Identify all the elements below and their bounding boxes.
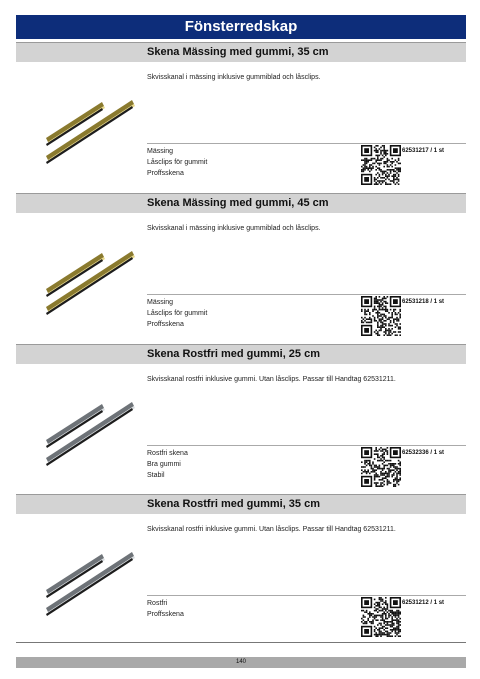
feature-item: Proffsskena	[147, 321, 184, 328]
product-title: Skena Rostfri med gummi, 35 cm	[147, 498, 320, 510]
article-number: 62532336 / 1 st	[402, 450, 445, 456]
feature-item: Rostfri skena	[147, 450, 188, 457]
feature-list	[147, 448, 188, 481]
divider	[16, 642, 466, 643]
divider	[147, 595, 466, 596]
product-title: Skena Mässing med gummi, 45 cm	[147, 197, 329, 209]
feature-item: Proffsskena	[147, 170, 184, 177]
qr-code-icon	[361, 597, 401, 637]
product-card	[16, 193, 466, 344]
feature-list	[147, 146, 207, 179]
article-number: 62531212 / 1 st	[402, 600, 445, 606]
product-card	[16, 42, 466, 193]
qr-code-icon	[361, 447, 401, 487]
divider	[147, 294, 466, 295]
feature-item: Stabil	[147, 472, 165, 479]
product-description: Skvisskanal rostfri inklusive gummi. Utan låsclips. Passar till Handtag 62531211.	[147, 526, 396, 533]
page-number: 140	[16, 657, 466, 668]
page-title: Fönsterredskap	[16, 15, 466, 39]
feature-list	[147, 297, 207, 330]
feature-item: Proffsskena	[147, 611, 184, 618]
feature-item: Låsclips för gummit	[147, 310, 208, 317]
product-title: Skena Mässing med gummi, 35 cm	[147, 46, 329, 58]
feature-item: Bra gummi	[147, 461, 181, 468]
squeegee-channel-image	[42, 394, 142, 470]
article-number: 62531218 / 1 st	[402, 299, 445, 305]
product-description: Skvisskanal i mässing inklusive gummiblad och låsclips.	[147, 74, 321, 81]
qr-code-icon	[361, 145, 401, 185]
squeegee-channel-image	[42, 92, 142, 168]
product-card	[16, 344, 466, 495]
article-number: 62531217 / 1 st	[402, 148, 445, 154]
squeegee-channel-image	[42, 243, 142, 319]
qr-code-icon	[361, 296, 401, 336]
product-card	[16, 494, 466, 645]
feature-list	[147, 598, 184, 620]
product-description: Skvisskanal i mässing inklusive gummiblad och låsclips.	[147, 225, 321, 232]
feature-item: Låsclips för gummit	[147, 159, 208, 166]
feature-item: Mässing	[147, 299, 174, 306]
feature-item: Mässing	[147, 148, 174, 155]
divider	[147, 445, 466, 446]
product-description: Skvisskanal rostfri inklusive gummi. Utan låsclips. Passar till Handtag 62531211.	[147, 376, 396, 383]
feature-item: Rostfri	[147, 600, 168, 607]
squeegee-channel-image	[42, 544, 142, 620]
divider	[147, 143, 466, 144]
product-title: Skena Rostfri med gummi, 25 cm	[147, 348, 320, 360]
